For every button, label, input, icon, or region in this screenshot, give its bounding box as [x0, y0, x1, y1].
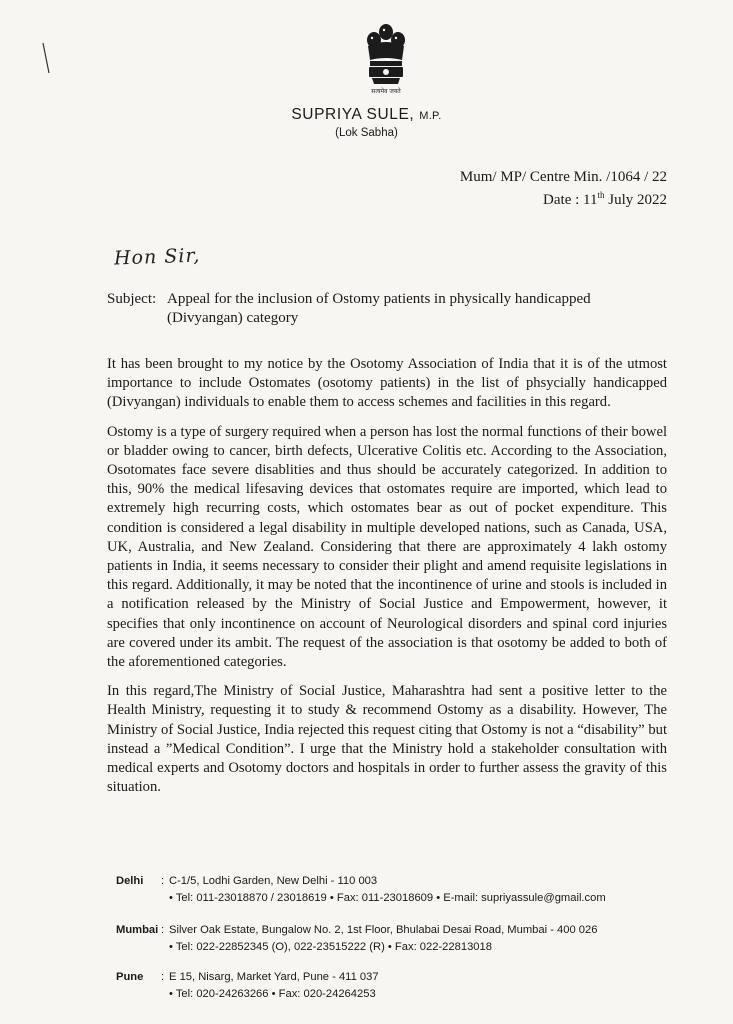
reference-number: Mum/ MP/ Centre Min. /1064 / 22: [459, 169, 667, 185]
address-mumbai: Mumbai : Silver Oak Estate, Bungalow No. 2, 1st Floor, Bhulabai Desai Road, Mumbai - 400 026 • Tel: 022-22852345 (O), 022-23515222 (R) • Fax: 022-22813018: [116, 922, 597, 956]
address-pune: Pune : E 15, Nisarg, Market Yard, Pune - 411 037 • Tel: 020-24263266 • Fax: 020-24264253: [116, 969, 379, 1003]
subject-text-2: (Divyangan) category: [167, 310, 299, 326]
address-contact: • Tel: 011-23018870 / 23018619 • Fax: 011-23018609 • E-mail: supriyassule@gmail.com: [169, 892, 606, 904]
pen-mark: [42, 42, 50, 74]
subject-block: [107, 290, 667, 328]
emblem-motto: सत्यमेव जयते: [371, 88, 401, 95]
sender-title: M.P.: [419, 110, 442, 122]
address-contact: • Tel: 022-22852345 (O), 022-23515222 (R) • Fax: 022-22813018: [169, 941, 492, 953]
address-delhi: Delhi : C-1/5, Lodhi Garden, New Delhi - 110 003 • Tel: 011-23018870 / 23018619 • Fax: 011-23018609 • E-mail: supriyassule@gmail.com: [116, 873, 606, 907]
address-line: C-1/5, Lodhi Garden, New Delhi - 110 003: [169, 875, 378, 887]
date-label: Date :: [543, 192, 580, 208]
sender-name-text: SUPRIYA SULE,: [291, 106, 415, 123]
sender-name: [0, 106, 733, 124]
body-paragraph-3: In this regard,The Ministry of Social Justice, Maharashtra had sent a positive letter to the Health Ministry, requesting it to study & recommend Ostomy as a disability. However, The Ministry of Social Justice, India rejected this request citing that Ostomy is not a “disability” but instead a ”Medical Condition”. I urge that the Ministry hold a stakeholder consultation with medical experts and Osotomy doctors and hospitals in order to further assess the gravity of this situation.: [107, 683, 667, 796]
address-line: Silver Oak Estate, Bungalow No. 2, 1st Floor, Bhulabai Desai Road, Mumbai - 400 026: [169, 924, 598, 936]
subject-text-1: Appeal for the inclusion of Ostomy patients in physically handicapped: [167, 291, 591, 307]
reference-block: [460, 168, 667, 209]
address-city: Mumbai: [116, 924, 159, 936]
sender-house: (Lok Sabha): [335, 127, 398, 139]
date-suffix: th: [597, 190, 605, 200]
address-line: E 15, Nisarg, Market Yard, Pune - 411 037: [169, 971, 379, 983]
date-rest: July 2022: [604, 192, 667, 208]
handwritten-salutation: Hon Sir,: [113, 244, 201, 270]
address-contact: • Tel: 020-24263266 • Fax: 020-24264253: [169, 988, 376, 1000]
body-paragraph-2: Ostomy is a type of surgery required when a person has lost the normal functions of their bowel or bladder owing to cancer, birth defects, Ulcerative Colitis etc. According to the Association, Osotomates face severe disablities and thus should be accurately categorized. In addition to this, 90% the medical lifesaving devices that ostomates require are imported, which lead to extremely high recurring costs, which ostomates bear as out of pocket expenditure. This condition is considered a legal disability in multiple developed nations, such as Canada, USA, UK, Australia, and New Zealand. Considering that there are approximately 4 lakh ostomy patients in India, it seems necessary to consider their plight and amend requisite legislations in this regard. Additionally, it may be noted that the incontinence of urine and stools is included in a notification released by the Ministry of Social Justice and Empowerment, however, it specifies that only incontinence on account of Neurological disorders and spinal cord injuries are covered under its ambit. The request of the association is that osotomy be added to both of the aforementioned categories.: [107, 423, 667, 671]
address-city: Pune: [116, 971, 144, 983]
reference-date: [460, 186, 667, 209]
subject-line-1: [107, 290, 667, 309]
subject-label: Subject:: [107, 291, 157, 307]
body-paragraph-1: It has been brought to my notice by the Osotomy Association of India that it is of the utmost importance to include Ostomates (osotomy patients) in the list of phsycially handicapped (Divyangan) individuals to enable them to access schemes and facilities in this regard.: [107, 356, 667, 411]
letter-body: [107, 355, 667, 807]
date-day: 11: [583, 192, 598, 208]
address-city: Delhi: [116, 875, 144, 887]
